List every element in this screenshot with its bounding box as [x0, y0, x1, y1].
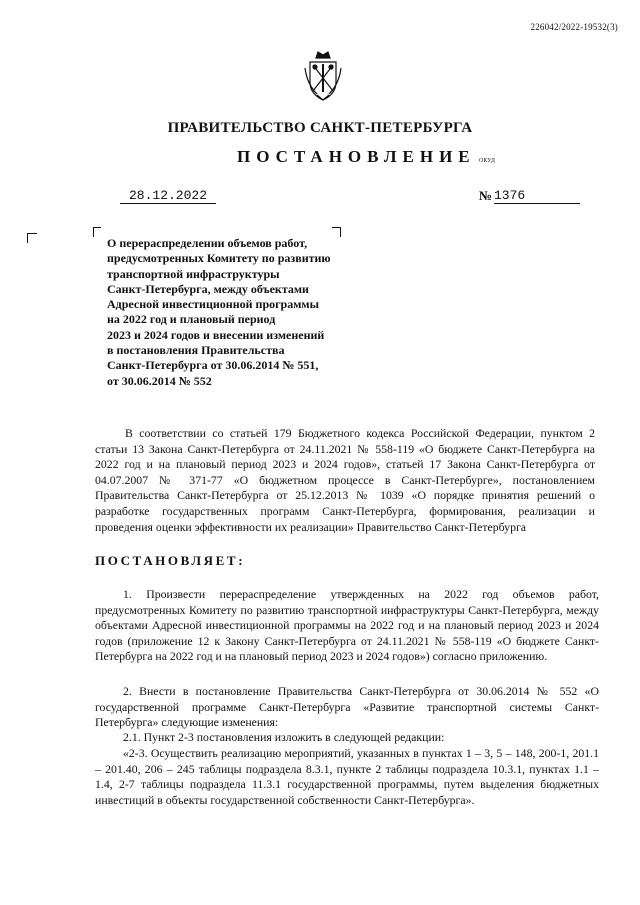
- heading-line: Адресной инвестиционной программы: [107, 297, 319, 312]
- heading-line: Санкт-Петербурга, между объектами: [107, 281, 309, 296]
- heading-line: Санкт-Петербурга от 30.06.2014 № 551,: [107, 358, 319, 373]
- government-title: ПРАВИТЕЛЬСТВО САНКТ-ПЕТЕРБУРГА: [167, 120, 473, 136]
- heading-line: 2023 и 2024 годов и внесении изменений: [107, 327, 325, 342]
- heading-line: от 30.06.2014 № 552: [107, 373, 212, 388]
- heading-line: предусмотренных Комитету по развитию: [107, 251, 331, 266]
- document-number: 1376: [494, 188, 580, 204]
- number-label: №: [479, 188, 493, 203]
- document-date: 28.12.2022: [120, 188, 216, 204]
- clause-2-1: 2.1. Пункт 2-3 постановления изложить в следующей редакции:: [123, 730, 445, 744]
- clause-1: 1. Произвести перераспределение утвержденных на 2022 год объемов работ, предусмотренных Комитету по развитию транспортной инфраструктуры Санкт-Петербурга, между объектами Адресной инвестиционной программы на 2022 год и на плановый период 2023 и 2024 годов (приложение 12 к Закону Санкт-Петербурга от 24.11.2021 № 558-119 «О бюджете Санкт-Петербурга на 2022 год и на плановый период 2023 и 2024 годов») согласно приложению.: [95, 587, 599, 664]
- okud-label: ОКУД: [479, 158, 495, 164]
- document-registration-number: 226042/2022-19532(3): [530, 22, 618, 32]
- heading-line: на 2022 год и плановый период: [107, 312, 276, 327]
- coat-of-arms-emblem: [303, 48, 343, 104]
- clause-2-1-new-wording: «2-3. Осуществить реализацию мероприятий, указанных в пунктах 1 – 3, 5 – 148, 200-1, 201.1 – 201.40, 206 – 245 таблицы подраздела 8.3.1, пункте 2 таблицы подраздела 10.3.1, пунктах 1.1 – 1.4, 2-7 таблицы подраздела 11.3.1 государственной программы, путем выделения бюджетных инвестиций в объекты государственной собственности Санкт-Петербурга».: [95, 746, 599, 807]
- margin-corner-mark: [27, 233, 37, 243]
- heading-line: в постановления Правительства: [107, 343, 285, 358]
- document-type-title: ПОСТАНОВЛЕНИЕ: [237, 147, 476, 166]
- heading-line: О перераспределении объемов работ,: [107, 236, 308, 250]
- decree-word: ПОСТАНОВЛЯЕТ:: [95, 553, 246, 568]
- title-corner-mark-left: [93, 227, 101, 237]
- preamble-paragraph: В соответствии со статьей 179 Бюджетного кодекса Российской Федерации, пунктом 2 статьи 13 Закона Санкт-Петербурга от 24.11.2021 № 558-119 «О бюджете Санкт-Петербурга на 2022 год и на плановый период 2023 и 2024 годов», статьей 17 Закона Санкт-Петербурга от 04.07.2007 № 371-77 «О бюджетном процессе в Санкт-Петербурге», постановлением Правительства Санкт-Петербурга от 25.12.2013 № 1039 «О порядке принятия решений о разработке государственных программ Санкт-Петербурга, формирования, реализации и проведения оценки эффективности их реализации» Правительство Санкт-Петербурга: [95, 426, 595, 534]
- heading-line: транспортной инфраструктуры: [107, 266, 280, 281]
- clause-2: 2. Внести в постановление Правительства Санкт-Петербурга от 30.06.2014 № 552 «О государственной программе Санкт-Петербурга «Развитие транспортной системы Санкт-Петербурга» следующие изменения:: [95, 684, 599, 730]
- document-heading: [107, 236, 387, 389]
